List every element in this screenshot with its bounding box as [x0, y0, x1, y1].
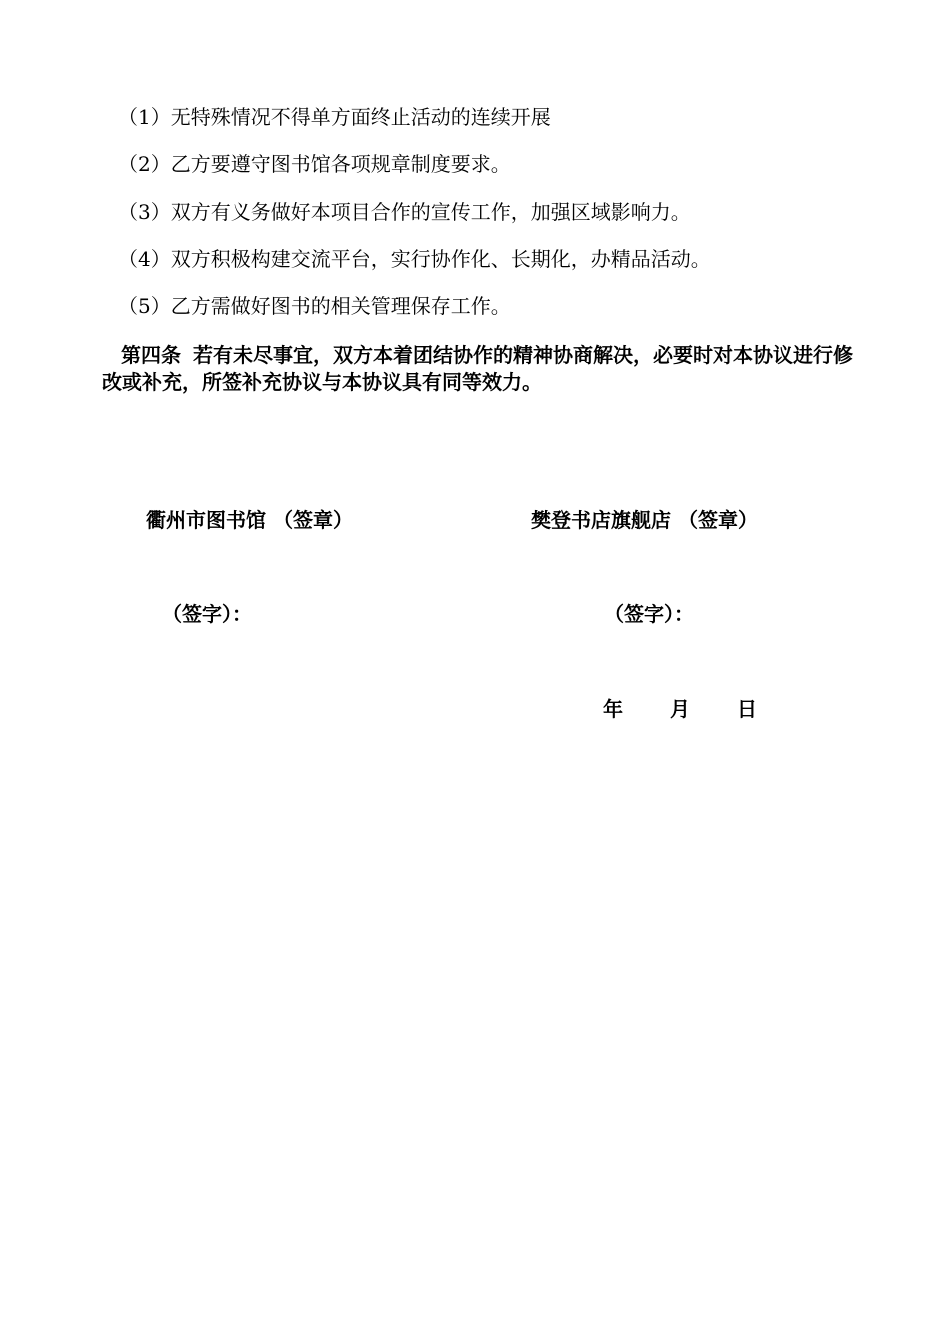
clause-item: （5）乙方需做好图书的相关管理保存工作。 — [118, 294, 511, 318]
clause-item: （1）无特殊情况不得单方面终止活动的连续开展 — [118, 105, 551, 129]
date-day-label: 日 — [737, 697, 757, 721]
clause-item: （2）乙方要遵守图书馆各项规章制度要求。 — [118, 152, 511, 176]
date-line — [603, 696, 757, 722]
date-year-label: 年 — [603, 697, 623, 721]
article-four — [102, 342, 862, 396]
date-month-label: 月 — [670, 697, 690, 721]
clause-item: （4）双方积极构建交流平台，实行协作化、长期化，办精品活动。 — [118, 247, 711, 271]
party-b-signature-label: （签字）： — [604, 602, 694, 626]
article-four-heading: 第四条 — [121, 343, 181, 367]
party-a-signature-label: （签字）： — [162, 602, 252, 626]
party-b-seal-label: 樊登书店旗舰店 （签章） — [531, 508, 758, 532]
article-four-body: 若有未尽事宜，双方本着团结协作的精神协商解决，必要时对本协议进行修改或补充，所签补充协议与本协议具有同等效力。 — [102, 343, 853, 394]
party-a-seal-label: 衢州市图书馆 （签章） — [146, 508, 353, 532]
clause-item: （3）双方有义务做好本项目合作的宣传工作，加强区域影响力。 — [118, 200, 691, 224]
